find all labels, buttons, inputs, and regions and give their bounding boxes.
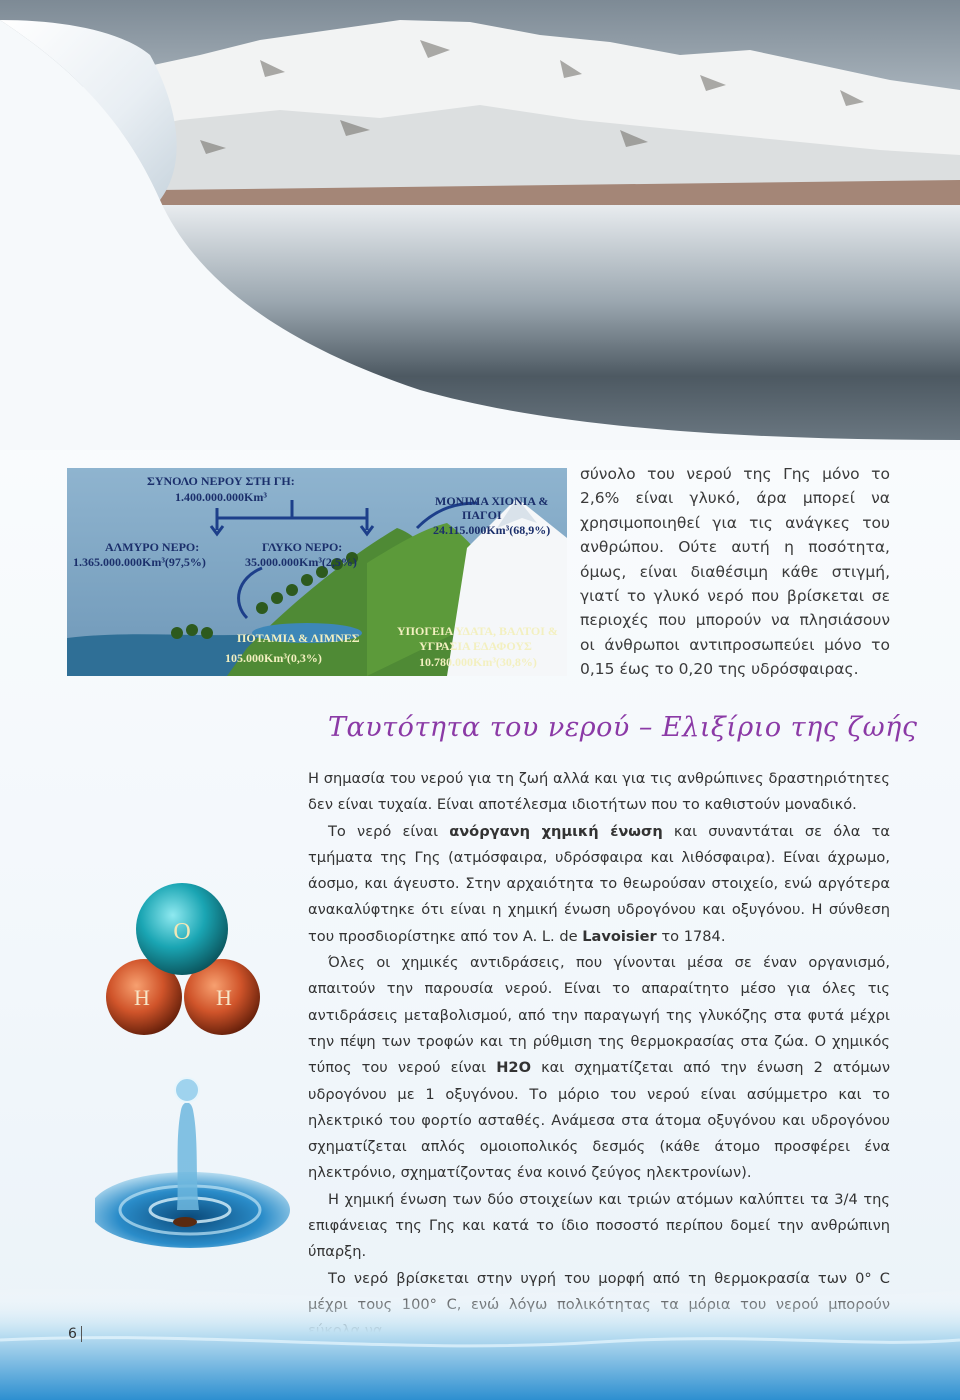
page-number: 6 — [68, 1326, 82, 1342]
groundwater-label-2: ΥΓΡΑΣΙΑ ΕΔΑΦΟΥΣ — [419, 639, 532, 653]
paragraph-2-text-b: και συναντάται σε όλα τα τμήματα της Γης (ατμόσφαιρα, υδρόσφαιρα και λιθόσφαιρα). Είναι άχρωμο, άοσμο, και άγευστο. Στην αρχαιότητα το θεωρούσαν στοιχείο, ενώ αργότερα ανακαλύφτηκε ότι είναι η χημική ένωση υδρογόνου και οξυγόνου. Η σύνθεση του προσδιορίστηκε από τον A. L. de — [308, 822, 890, 945]
hydrogen-label-left: H — [134, 985, 150, 1010]
fresh-water-label: ΓΛΥΚΟ ΝΕΡΟ: — [262, 540, 343, 554]
water-molecule-illustration — [100, 875, 260, 1035]
paragraph-2-bold-lavoisier: Lavoisier — [582, 927, 657, 945]
paragraph-3-text-b: και σχηματίζεται από την ένωση 2 ατόμων υδρογόνου με 1 οξυγόνου. Το μόριο του νερού είναι ασύμμετρο και το ηλεκτρικό του φορτίο ασταθές. Ανάμεσα στα άτομα οξυγόνου και υδρογόνου σχηματίζεται απλός ομοιοπολικός δεσμός (κάθε άτομο προσφέρει ένα ηλεκτρόνιο, σχηματίζοντας ένα κοινό ζεύγος ηλεκτρονίων). — [308, 1059, 890, 1182]
oxygen-label: O — [173, 919, 191, 945]
side-paragraph: σύνολο του νερού της Γης μόνο το 2,6% είναι γλυκό, άρα μπορεί να χρησιμοποιηθεί για τις ανάγκες του ανθρώπου. Ούτε αυτή η ποσότητα, όμως, είναι διαθέσιμη κάθε στιγμή, γιατί το γλυκό νερό που βρίσκεται σε περιοχές που μπορούν να πλησιάσουν οι άνθρωποι αντιπροσωπεύει μόνο το 0,15 έως το 0,20 της υδρόσφαιρας. — [580, 465, 890, 679]
paragraph-2-text-a: Το νερό είναι — [328, 822, 450, 840]
footer-water-wave — [0, 1250, 960, 1400]
rivers-lakes-label: ΠΟΤΑΜΙΑ & ΛΙΜΝΕΣ — [237, 631, 360, 645]
fresh-water-value: 35.000.000Km³(2,5%) — [245, 555, 357, 569]
snow-ice-value: 24.115.000Km³(68,9%) — [433, 523, 551, 537]
page-curl — [0, 0, 960, 450]
section-heading: Ταυτότητα του νερού – Ελιξίριο της ζωής — [328, 712, 918, 743]
rivers-lakes-value: 105.000Km³(0,3%) — [225, 651, 322, 665]
paragraph-2-bold-term: ανόργανη χημική ένωση — [449, 822, 663, 840]
paragraph-2-text-c: το 1784. — [656, 927, 726, 945]
snow-ice-label-1: ΜΟΝΙΜΑ ΧΙΟΝΙΑ & — [435, 494, 549, 508]
paragraph-3 — [308, 950, 890, 1187]
paragraph-1: Η σημασία του νερού για τη ζωή αλλά και για τις ανθρώπινες δραστηριότητες δεν είναι τυχαία. Είναι αποτέλεσμα ιδιοτήτων που το καθιστούν μοναδικό. — [308, 770, 890, 814]
paragraph-4: Η χημική ένωση των δύο στοιχείων και τριών ατόμων καλύπτει τα 3/4 της επιφάνειας της Γης και κατά το ίδιο ποσοστό περίπου δομεί την ανθρώπινη ύπαρξη. — [308, 1190, 890, 1261]
salt-water-value: 1.365.000.000Km³(97,5%) — [73, 555, 206, 569]
total-water-label: ΣΥΝΟΛΟ ΝΕΡΟΥ ΣΤΗ ΓΗ: — [147, 474, 295, 488]
water-distribution-diagram — [67, 468, 567, 676]
hydrogen-label-right: H — [216, 985, 232, 1010]
side-paragraph-block — [580, 462, 890, 682]
paragraph-3-text-a: Όλες οι χημικές αντιδράσεις, που γίνονται μέσα σε έναν οργανισμό, απαιτούν την παρουσία νερού. Είναι το απαραίτητο μέσο για όλες τις αντιδράσεις μεταβολισμού, από την παραγωγή της γλυκόζης στα φυτά μέχρι την πέψη των τροφών και τη ρύθμιση της θερμοκρασίας στα ζώα. Ο χημικός τύπος του νερού είναι — [308, 954, 890, 1077]
water-drop-illustration — [95, 1060, 295, 1250]
groundwater-label-1: ΥΠΟΓΕΙΑ ΥΔΑΤΑ, ΒΑΛΤΟΙ & — [397, 624, 558, 638]
paragraph-3-formula: H2O — [496, 1059, 531, 1077]
groundwater-value: 10.780.000Km³(30,8%) — [419, 655, 537, 669]
salt-water-label: ΑΛΜΥΡΟ ΝΕΡΟ: — [105, 540, 200, 554]
paragraph-5: Το νερό βρίσκεται στην υγρή του μορφή από τη θερμοκρασία των 0° C — [328, 1269, 890, 1287]
snow-ice-label-2: ΠΑΓΟΙ — [462, 508, 502, 522]
paragraph-2 — [308, 819, 890, 950]
hero-photo — [0, 0, 960, 450]
total-water-value: 1.400.000.000Km³ — [175, 490, 267, 504]
